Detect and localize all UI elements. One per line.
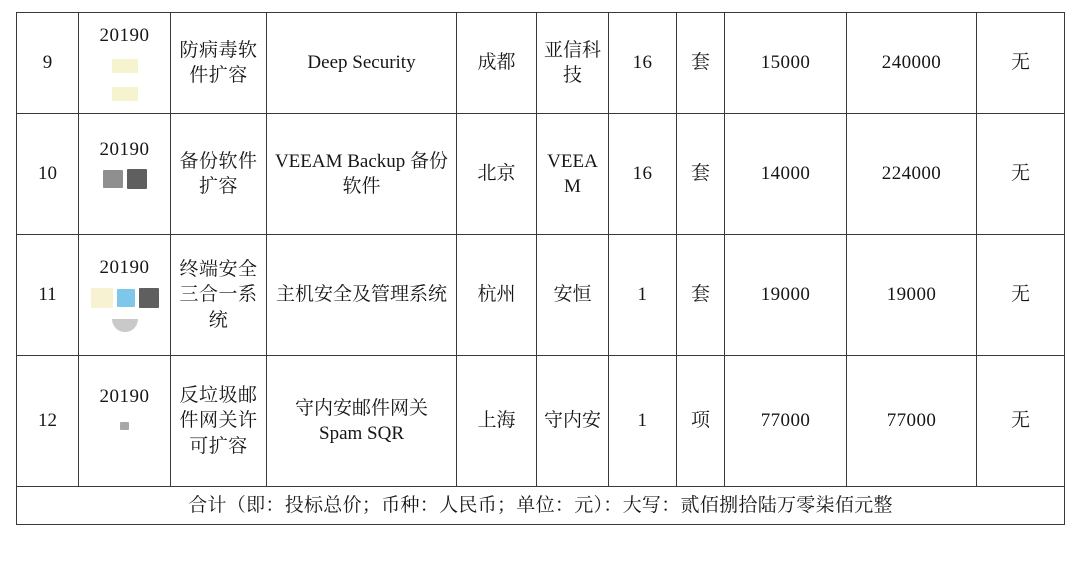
- redaction-marks-secondary: [112, 315, 138, 337]
- supply-city: 上海: [457, 356, 537, 487]
- redaction-arc-icon: [112, 319, 138, 332]
- row-number: 10: [17, 114, 79, 235]
- product-code: 20190: [99, 139, 150, 160]
- product-description: VEEAM Backup 备份软件: [267, 114, 457, 235]
- product-code: 20190: [99, 257, 150, 279]
- total-price: 19000: [847, 235, 977, 356]
- product-code-cell: [79, 356, 171, 487]
- unit: 套: [677, 13, 725, 114]
- product-description: Deep Security: [267, 13, 457, 114]
- table-row: [17, 235, 1065, 356]
- unit: 套: [677, 235, 725, 356]
- remark: 无: [977, 235, 1065, 356]
- bid-items-table: [16, 12, 1065, 525]
- product-code: 20190: [99, 25, 150, 47]
- brand: 亚信科技: [537, 13, 609, 114]
- brand: 守内安: [537, 356, 609, 487]
- brand: 安恒: [537, 235, 609, 356]
- product-code-cell: [79, 235, 171, 356]
- total-price: 240000: [847, 13, 977, 114]
- redaction-marks: [91, 287, 159, 309]
- table-row: [17, 114, 1065, 235]
- product-code-cell: [79, 114, 171, 235]
- brand: VEEAM: [537, 114, 609, 235]
- redaction-block-icon: [112, 59, 138, 73]
- total-price: 77000: [847, 356, 977, 487]
- row-number: 9: [17, 13, 79, 114]
- unit-price: 19000: [725, 235, 847, 356]
- remark: 无: [977, 356, 1065, 487]
- remark: 无: [977, 114, 1065, 235]
- product-code-cell: [79, 13, 171, 114]
- table-row: [17, 356, 1065, 487]
- quantity: 16: [609, 114, 677, 235]
- redaction-block-icon: [112, 87, 138, 101]
- unit: 项: [677, 356, 725, 487]
- unit-price: 15000: [725, 13, 847, 114]
- row-number: 11: [17, 235, 79, 356]
- redaction-block-icon: [117, 289, 135, 307]
- summary-row: [17, 487, 1065, 525]
- redaction-block-icon: [91, 288, 113, 308]
- redaction-marks: [112, 55, 138, 77]
- redaction-block-icon: [139, 288, 159, 308]
- redaction-marks: [103, 168, 147, 190]
- total-price: 224000: [847, 114, 977, 235]
- product-description: 主机安全及管理系统: [267, 235, 457, 356]
- product-description: 守内安邮件网关 Spam SQR: [267, 356, 457, 487]
- product-name: 防病毒软件扩容: [171, 13, 267, 114]
- row-number: 12: [17, 356, 79, 487]
- table-row: [17, 13, 1065, 114]
- product-name: 反垃圾邮件网关许可扩容: [171, 356, 267, 487]
- redaction-block-icon: [127, 169, 147, 189]
- product-code: 20190: [99, 386, 150, 407]
- redaction-block-icon: [103, 170, 123, 188]
- supply-city: 杭州: [457, 235, 537, 356]
- supply-city: 成都: [457, 13, 537, 114]
- unit: 套: [677, 114, 725, 235]
- redaction-block-icon: [120, 422, 129, 430]
- quantity: 16: [609, 13, 677, 114]
- unit-price: 14000: [725, 114, 847, 235]
- unit-price: 77000: [725, 356, 847, 487]
- summary-text: 合计（即：投标总价；币种：人民币；单位：元）：大写：贰佰捌拾陆万零柒佰元整: [17, 487, 1065, 525]
- product-name: 备份软件扩容: [171, 114, 267, 235]
- quantity: 1: [609, 356, 677, 487]
- product-name: 终端安全三合一系统: [171, 235, 267, 356]
- redaction-marks-secondary: [112, 83, 138, 105]
- remark: 无: [977, 13, 1065, 114]
- quantity: 1: [609, 235, 677, 356]
- redaction-marks: [120, 415, 129, 437]
- supply-city: 北京: [457, 114, 537, 235]
